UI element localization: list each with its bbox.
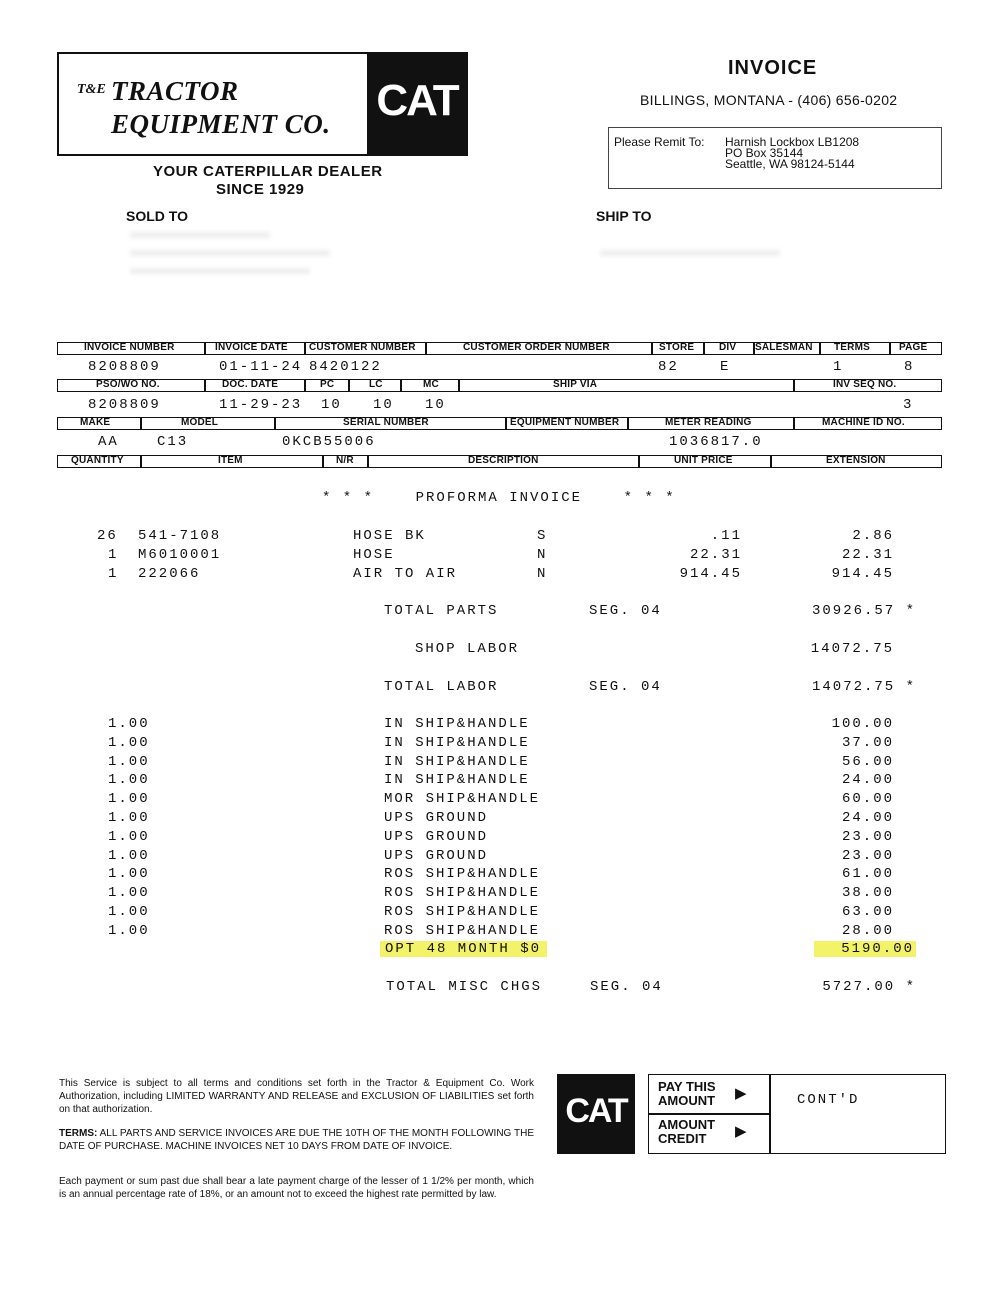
inv-seq-number: 3 (903, 397, 914, 413)
remit-line-1: Harnish Lockbox LB1208 (725, 135, 860, 149)
arrow-right-icon: ▶ (735, 1085, 747, 1102)
make: AA (98, 434, 119, 450)
shop-labor-row (0, 641, 1000, 660)
payment-box (648, 1074, 946, 1154)
pay-amount-label (658, 1080, 716, 1108)
part-unit-price: 22.31 (689, 547, 742, 563)
label-description: DESCRIPTION (468, 455, 539, 466)
label-make: MAKE (80, 417, 111, 428)
label-inv-seq: INV SEQ NO. (833, 379, 897, 390)
total-labor-label: TOTAL LABOR (384, 679, 499, 695)
list-item (0, 547, 1000, 566)
values-row-2 (0, 397, 1000, 415)
parts-list (0, 528, 1000, 588)
list-item (0, 904, 1000, 923)
part-extension: 2.86 (852, 528, 894, 544)
store: 82 (658, 359, 679, 375)
misc-desc: IN SHIP&HANDLE (384, 753, 530, 770)
part-unit-price: .11 (710, 528, 742, 544)
logo-line-2: EQUIPMENT CO. (111, 109, 331, 139)
misc-desc: IN SHIP&HANDLE (384, 772, 530, 789)
label-extension: EXTENSION (826, 455, 886, 466)
mc-value: 10 (425, 397, 446, 413)
misc-extension: 100.00 (831, 716, 894, 732)
company-logo (57, 52, 468, 156)
terms-paragraph-3: Each payment or sum past due shall bear a late payment charge of the lesser of 1 1/2% per month, which is an annual percentage rate of 18%, or an amount not to exceed the highest rate permitted by law. (59, 1176, 534, 1200)
remit-line-3: Seattle, WA 98124-5144 (725, 157, 855, 171)
credit-label-line-1: AMOUNT (658, 1117, 716, 1132)
misc-extension: 63.00 (841, 904, 894, 920)
label-item: ITEM (218, 455, 243, 466)
header-row-3 (57, 417, 942, 430)
part-nr: N (537, 566, 548, 582)
part-nr: N (537, 547, 548, 563)
label-serial-number: SERIAL NUMBER (343, 417, 429, 428)
label-store: STORE (659, 342, 695, 353)
label-meter-reading: METER READING (665, 417, 752, 428)
label-customer-number: CUSTOMER NUMBER (309, 342, 416, 353)
misc-desc: ROS SHIP&HANDLE (384, 866, 541, 883)
label-ship-via: SHIP VIA (553, 379, 598, 390)
total-parts-seg: SEG. 04 (589, 603, 662, 619)
part-nr: S (537, 528, 548, 544)
header-row-2 (57, 379, 942, 392)
part-desc: AIR TO AIR (353, 566, 458, 582)
redacted-block (600, 250, 780, 256)
doc-date: 11-29-23 (219, 397, 303, 413)
misc-qty: 1.00 (108, 753, 150, 770)
misc-extension: 24.00 (841, 772, 894, 789)
label-doc-date: DOC. DATE (222, 379, 279, 390)
terms-paragraph-2 (59, 1127, 534, 1153)
misc-desc: IN SHIP&HANDLE (384, 716, 530, 732)
serial-number: 0KCB55006 (282, 434, 376, 450)
label-machine-id: MACHINE ID NO. (822, 417, 905, 428)
label-nr: N/R (336, 455, 354, 466)
misc-qty: 1.00 (108, 904, 150, 920)
misc-extension: 38.00 (841, 885, 894, 902)
misc-qty: 1.00 (108, 810, 150, 826)
list-item (0, 866, 1000, 885)
label-quantity: QUANTITY (71, 455, 124, 466)
part-unit-price: 914.45 (679, 566, 742, 582)
pay-amount-value: CONT'D (797, 1092, 860, 1108)
opt-line-desc: OPT 48 MONTH $0 (380, 941, 547, 957)
list-item (0, 566, 1000, 585)
label-pso-wo: PSO/WO NO. (96, 379, 160, 390)
misc-extension: 23.00 (841, 828, 894, 845)
misc-extension: 23.00 (841, 847, 894, 864)
shop-labor-label: SHOP LABOR (415, 641, 520, 657)
total-parts-row (0, 603, 1000, 622)
amount-credit-label (658, 1118, 715, 1146)
pay-label-line-2: AMOUNT (658, 1093, 716, 1108)
part-extension: 914.45 (831, 566, 894, 582)
shop-labor-amount: 14072.75 (810, 641, 894, 657)
misc-extension: 28.00 (841, 922, 894, 939)
logo-emblem: T&E (77, 82, 106, 97)
line-item-header (57, 455, 942, 468)
slogan-line-1: YOUR CATERPILLAR DEALER (153, 163, 383, 180)
model: C13 (157, 434, 189, 450)
customer-number: 8420122 (309, 359, 382, 375)
misc-desc: IN SHIP&HANDLE (384, 734, 530, 751)
misc-charges-list (0, 716, 1000, 946)
misc-desc: ROS SHIP&HANDLE (384, 922, 541, 939)
label-equipment-number: EQUIPMENT NUMBER (510, 417, 620, 428)
misc-qty: 1.00 (108, 716, 150, 732)
cat-logo (367, 54, 466, 154)
misc-desc: UPS GROUND (384, 828, 489, 845)
misc-qty: 1.00 (108, 791, 150, 808)
header-row-1 (57, 342, 942, 355)
values-row-3 (0, 434, 1000, 452)
misc-desc: UPS GROUND (384, 847, 489, 864)
lc-value: 10 (373, 397, 394, 413)
misc-qty: 1.00 (108, 828, 150, 845)
label-page: PAGE (899, 342, 928, 353)
misc-desc: UPS GROUND (384, 810, 489, 826)
redacted-block (130, 232, 270, 238)
list-item (0, 848, 1000, 867)
misc-qty: 1.00 (108, 922, 150, 939)
total-misc-label: TOTAL MISC CHGS (386, 979, 543, 995)
ship-to-label: SHIP TO (596, 208, 652, 224)
total-labor-amount: 14072.75 * (811, 679, 916, 695)
misc-qty: 1.00 (108, 772, 150, 789)
misc-qty: 1.00 (108, 734, 150, 751)
misc-extension: 37.00 (841, 734, 894, 751)
list-item (0, 528, 1000, 547)
pso-wo-number: 8208809 (88, 397, 161, 413)
total-misc-row (0, 979, 1000, 998)
misc-desc: MOR SHIP&HANDLE (384, 791, 541, 808)
misc-qty: 1.00 (108, 885, 150, 902)
list-item (0, 791, 1000, 810)
list-item (0, 735, 1000, 754)
logo-line-1: TRACTOR (111, 76, 239, 106)
terms-paragraph-1: This Service is subject to all terms and conditions set forth in the Tractor & Equipment Co. Work Authorization, including LIMITED WARRANTY AND RELEASE and EXCLUSION OF LIABILITIES set forth on that authorization. (59, 1078, 534, 1115)
invoice-number: 8208809 (88, 359, 161, 375)
label-terms: TERMS (834, 342, 870, 353)
part-desc: HOSE (353, 547, 395, 563)
redacted-block (130, 250, 330, 256)
div: E (720, 359, 731, 375)
label-invoice-date: INVOICE DATE (215, 342, 288, 353)
credit-label-line-2: CREDIT (658, 1131, 707, 1146)
misc-desc: ROS SHIP&HANDLE (384, 904, 541, 920)
part-qty: 1 (108, 566, 119, 582)
total-misc-seg: SEG. 04 (590, 979, 663, 995)
invoice-title: INVOICE (728, 57, 818, 79)
invoice-date: 01-11-24 (219, 359, 303, 375)
list-item (0, 716, 1000, 735)
part-item: 541-7108 (138, 528, 222, 544)
list-item (0, 754, 1000, 773)
label-model: MODEL (181, 417, 219, 428)
pay-label-line-1: PAY THIS (658, 1079, 716, 1094)
terms: 1 (833, 359, 844, 375)
list-item (0, 923, 1000, 942)
label-unit-price: UNIT PRICE (674, 455, 733, 466)
misc-qty: 1.00 (108, 847, 150, 864)
part-qty: 26 (97, 528, 118, 544)
label-customer-order: CUSTOMER ORDER NUMBER (463, 342, 610, 353)
misc-desc: ROS SHIP&HANDLE (384, 885, 541, 902)
part-qty: 1 (108, 547, 119, 563)
proforma-banner: * * * PROFORMA INVOICE * * * (322, 490, 676, 506)
label-mc: MC (423, 379, 439, 390)
sold-to-label: SOLD TO (126, 208, 188, 224)
part-extension: 22.31 (841, 547, 894, 563)
redacted-block (130, 268, 310, 274)
label-lc: LC (369, 379, 383, 390)
total-misc-amount: 5727.00 * (822, 979, 916, 995)
list-item (0, 829, 1000, 848)
part-item: 222066 (138, 566, 201, 582)
list-item (0, 772, 1000, 791)
remit-box (608, 127, 942, 189)
opt-line-amount: 5190.00 (814, 941, 916, 957)
misc-qty: 1.00 (108, 866, 150, 883)
meter-reading: 1036817.0 (669, 434, 763, 450)
part-item: M6010001 (138, 547, 222, 563)
list-item (0, 810, 1000, 829)
remit-label: Please Remit To: (614, 135, 705, 149)
cat-logo-small (557, 1074, 635, 1154)
misc-extension: 61.00 (841, 866, 894, 883)
misc-extension: 60.00 (841, 791, 894, 808)
label-pc: PC (320, 379, 335, 390)
label-invoice-number: INVOICE NUMBER (84, 342, 175, 353)
values-row-1 (0, 359, 1000, 377)
total-parts-amount: 30926.57 * (811, 603, 916, 619)
label-salesman: SALESMAN (755, 342, 813, 353)
opt-line-row (0, 941, 1000, 960)
total-labor-row (0, 679, 1000, 698)
slogan-line-2: SINCE 1929 (216, 181, 305, 198)
arrow-right-icon: ▶ (735, 1123, 747, 1140)
part-desc: HOSE BK (353, 528, 426, 544)
cat-logo-small-text: CAT (565, 1092, 627, 1130)
total-labor-seg: SEG. 04 (589, 679, 662, 695)
remit-line-2: PO Box 35144 (725, 146, 804, 160)
misc-extension: 56.00 (841, 753, 894, 770)
page-number: 8 (904, 359, 915, 375)
list-item (0, 885, 1000, 904)
terms-text: ALL PARTS AND SERVICE INVOICES ARE DUE THE 10TH OF THE MONTH FOLLOWING THE DATE OF PURCHASE. MACHINE INVOICES NET 10 DAYS FROM DATE OF INVOICE. (59, 1128, 534, 1152)
label-div: DIV (719, 342, 737, 353)
cat-logo-text: CAT (376, 76, 458, 125)
dealer-address: BILLINGS, MONTANA - (406) 656-0202 (640, 92, 898, 108)
misc-extension: 24.00 (841, 810, 894, 826)
total-parts-label: TOTAL PARTS (384, 603, 499, 619)
terms-label: TERMS: (59, 1128, 98, 1139)
pc-value: 10 (321, 397, 342, 413)
